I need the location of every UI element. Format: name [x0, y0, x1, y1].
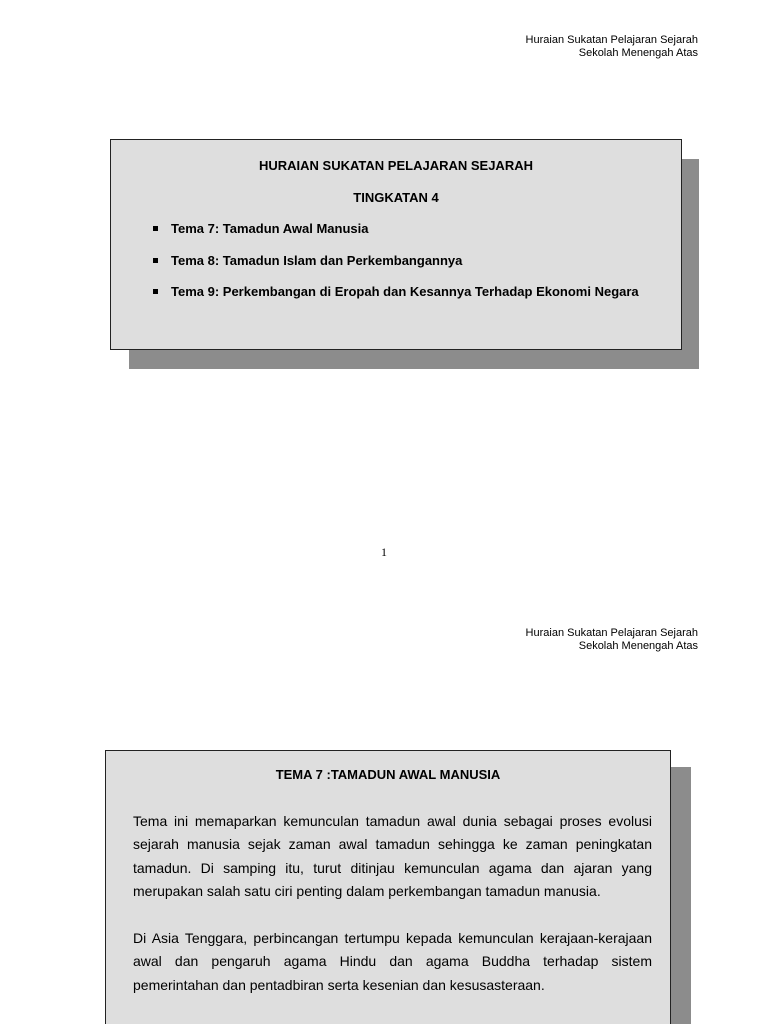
theme-label: Tema 7: Tamadun Awal Manusia: [171, 221, 369, 236]
theme-list-item: [153, 221, 639, 253]
bullet-square-icon: [153, 289, 158, 294]
theme-title: TEMA 7 :TAMADUN AWAL MANUSIA: [275, 767, 501, 782]
theme-list-item: [153, 284, 639, 316]
paragraph: Tema ini memaparkan kemunculan tamadun awal dunia sebagai proses evolusi sejarah manusia sejak zaman awal tamadun sehingga ke zaman peningkatan tamadun. Di samping itu, turut ditinjau kemunculan agama dan ajaran yang merupakan salah satu ciri penting dalam perkembangan tamadun manusia.: [133, 813, 652, 899]
theme-label: Tema 8: Tamadun Islam dan Perkembangannya: [171, 252, 463, 268]
page-header-2: [526, 627, 698, 653]
bullet-square-icon: [153, 258, 158, 263]
page-number: 1: [381, 545, 387, 559]
theme-7-box: [105, 750, 671, 1024]
syllabus-overview-box: [110, 139, 682, 350]
header-line-2: Sekolah Menengah Atas: [578, 47, 698, 59]
box-title: HURAIAN SUKATAN PELAJARAN SEJARAH: [259, 158, 533, 173]
header-line-2: Sekolah Menengah Atas: [578, 640, 698, 652]
theme-label: Tema 9: Perkembangan di Eropah dan Kesannya Terhadap Ekonomi Negara: [171, 284, 639, 299]
header-line-1: Huraian Sukatan Pelajaran Sejarah: [525, 34, 698, 46]
bullet-square-icon: [153, 226, 158, 231]
box-subtitle: TINGKATAN 4: [353, 190, 439, 205]
theme-list: [153, 221, 639, 316]
page-header-1: [526, 34, 698, 60]
header-line-1: Huraian Sukatan Pelajaran Sejarah: [525, 627, 698, 639]
paragraph: Di Asia Tenggara, perbincangan tertumpu kepada kemunculan kerajaan-kerajaan awal dan pengaruh agama Hindu dan agama Buddha terhadap sistem pemerintahan dan pentadbiran serta kesenian dan kesusasteraan.: [133, 930, 652, 993]
theme-list-item: [153, 253, 639, 285]
